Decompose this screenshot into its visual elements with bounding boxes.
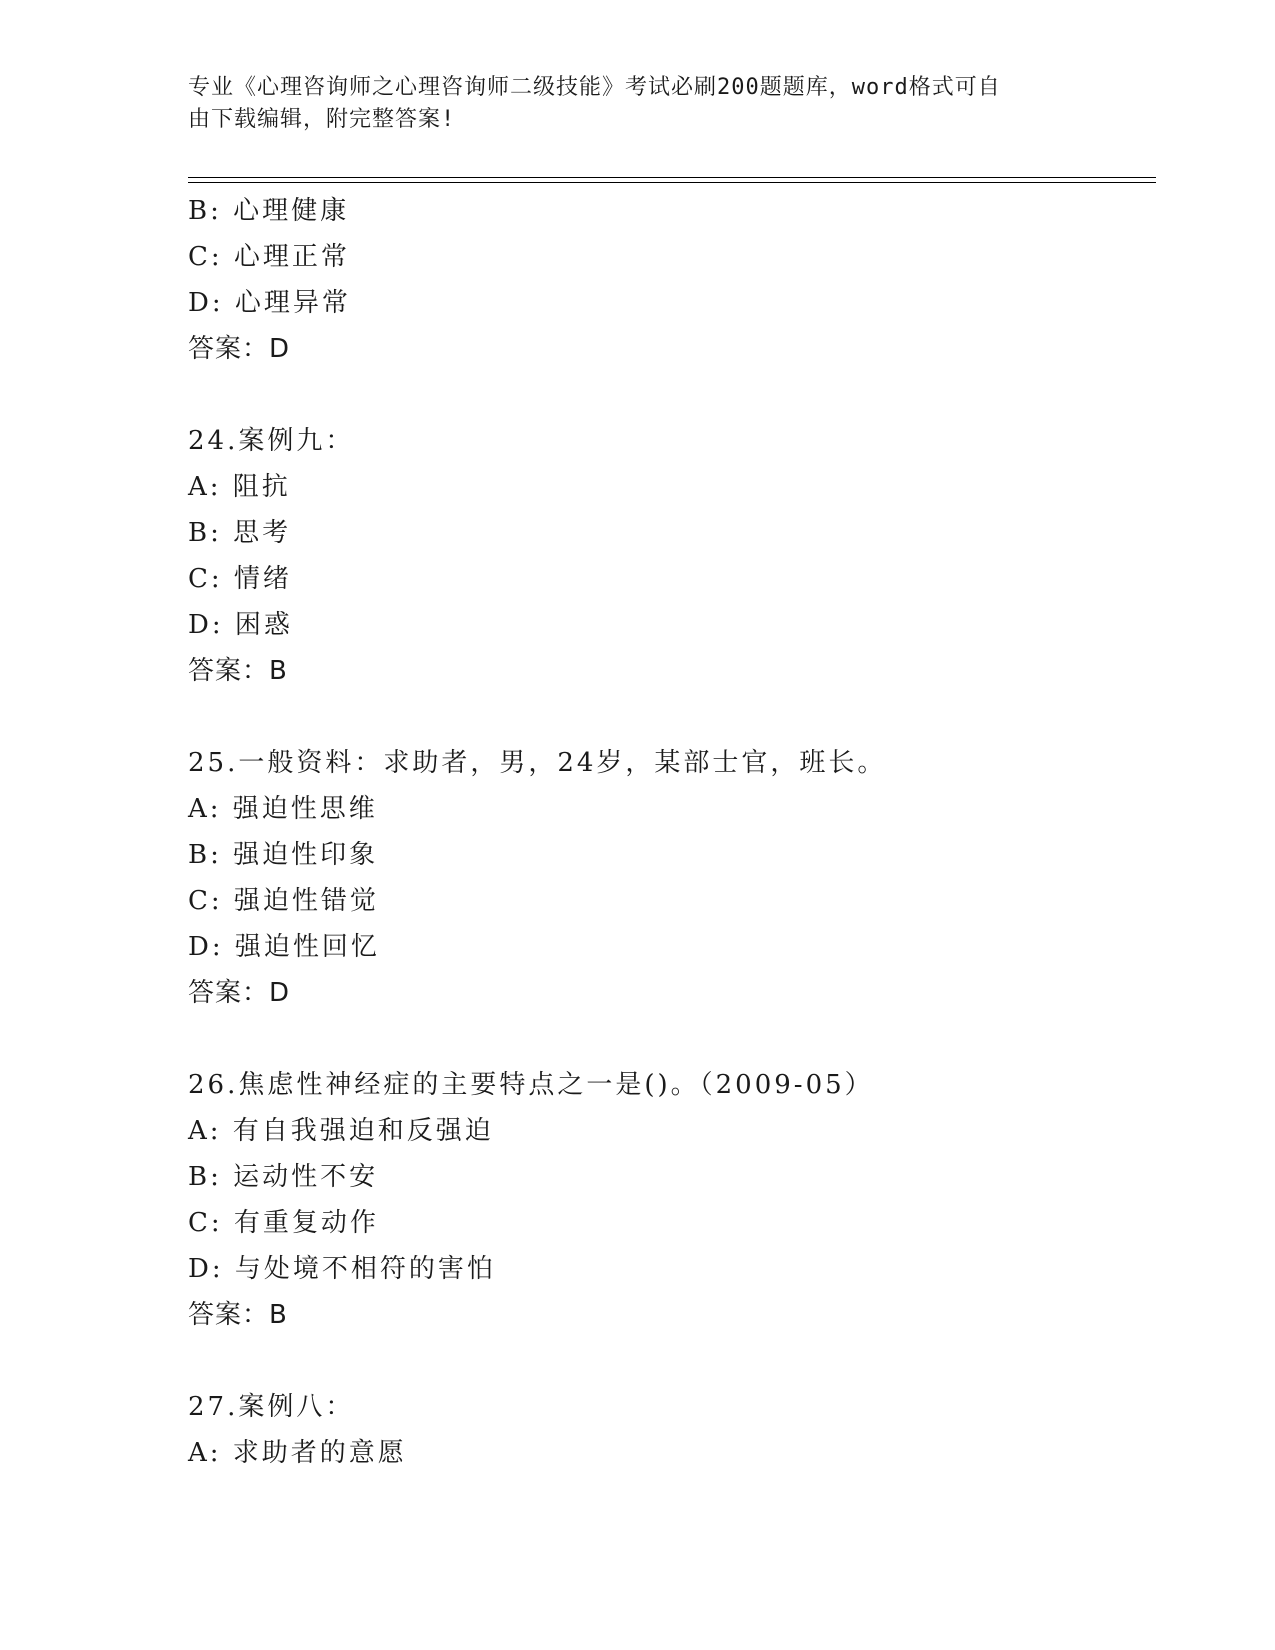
option-d: D: 心理异常 bbox=[188, 288, 351, 318]
header-divider-bottom bbox=[188, 182, 1156, 183]
option-c: C: 情绪 bbox=[188, 564, 292, 594]
question-stem: 25.一般资料：求助者，男，24岁，某部士官，班长。 bbox=[188, 748, 887, 778]
option-b: B: 运动性不安 bbox=[188, 1162, 379, 1192]
answer: 答案：D bbox=[188, 334, 291, 364]
header-divider-top bbox=[188, 177, 1156, 178]
question-stem: 26.焦虑性神经症的主要特点之一是()。（2009-05） bbox=[188, 1070, 874, 1100]
option-a: A: 阻抗 bbox=[188, 472, 291, 502]
option-b: B: 强迫性印象 bbox=[188, 840, 379, 870]
option-d: D: 困惑 bbox=[188, 610, 293, 640]
option-a: A: 强迫性思维 bbox=[188, 794, 378, 824]
header-line-2: 由下载编辑，附完整答案! bbox=[188, 107, 456, 132]
option-c: C: 有重复动作 bbox=[188, 1208, 379, 1238]
option-a: A: 求助者的意愿 bbox=[188, 1438, 407, 1468]
option-d: D: 与处境不相符的害怕 bbox=[188, 1254, 496, 1284]
question-list bbox=[188, 188, 886, 1476]
question-stem: 24.案例九： bbox=[188, 426, 355, 456]
answer: 答案：B bbox=[188, 1300, 288, 1330]
option-d: D: 强迫性回忆 bbox=[188, 932, 380, 962]
header-line-1: 专业《心理咨询师之心理咨询师二级技能》考试必刷200题题库，word格式可自 bbox=[188, 75, 1001, 100]
answer: 答案：B bbox=[188, 656, 288, 686]
question-stem: 27.案例八： bbox=[188, 1392, 355, 1422]
option-b: B: 思考 bbox=[188, 518, 292, 548]
option-b: B: 心理健康 bbox=[188, 196, 350, 226]
option-c: C: 强迫性错觉 bbox=[188, 886, 379, 916]
document-header bbox=[188, 72, 1068, 136]
option-a: A: 有自我强迫和反强迫 bbox=[188, 1116, 494, 1146]
answer: 答案：D bbox=[188, 978, 291, 1008]
option-c: C: 心理正常 bbox=[188, 242, 350, 272]
